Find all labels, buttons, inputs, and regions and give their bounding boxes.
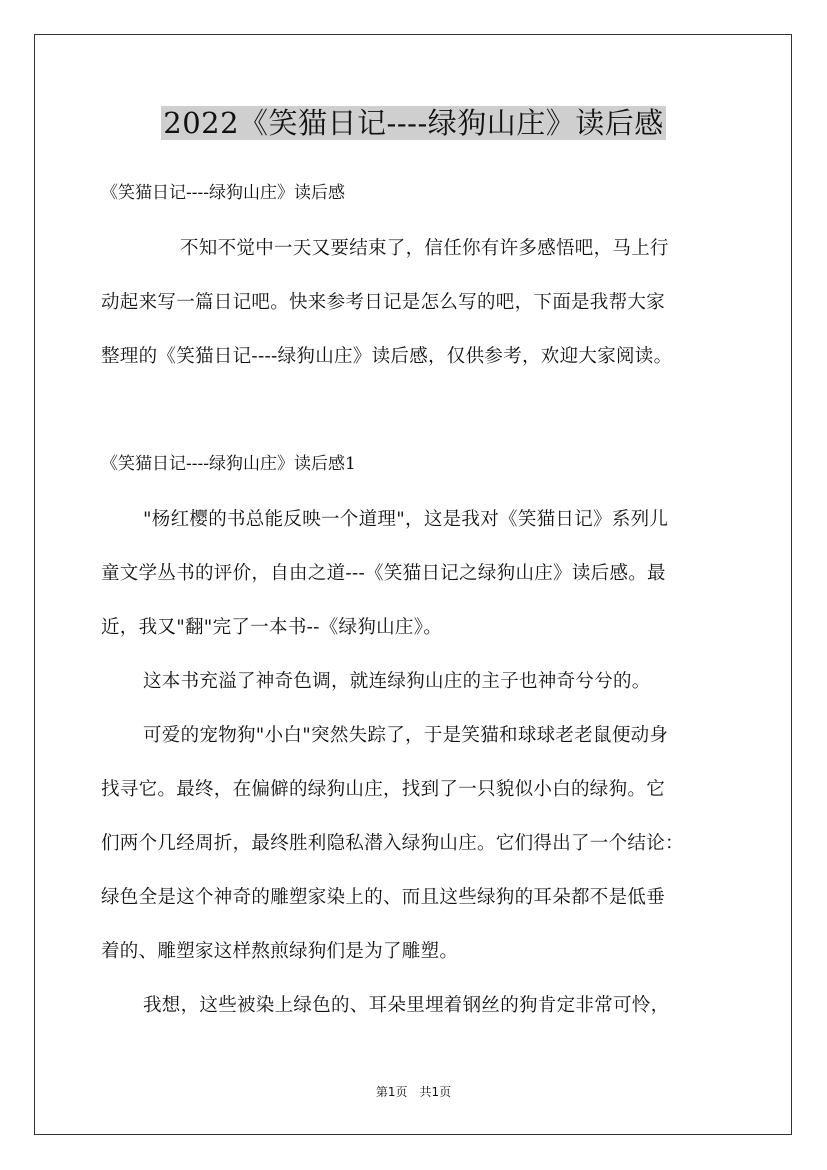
intro-line: 动起来写一篇日记吧。快来参考日记是怎么写的吧，下面是我帮大家 [101, 292, 666, 313]
intro-line: 整理的《笑猫日记----绿狗山庄》读后感，仅供参考，欢迎大家阅读。 [101, 346, 673, 367]
body-line: 找寻它。最终，在偏僻的绿狗山庄，找到了一只貌似小白的绿狗。它 [101, 779, 666, 800]
page-number-total: 共1页 [419, 1085, 452, 1099]
body-line: 们两个几经周折，最终胜利隐私潜入绿狗山庄。它们得出了一个结论： [101, 833, 684, 854]
document-title [0, 100, 827, 146]
page-footer [0, 1082, 827, 1102]
body-line: 这本书充溢了神奇色调，就连绿狗山庄的主子也神奇兮兮的。 [143, 671, 651, 692]
document-subtitle: 《笑猫日记----绿狗山庄》读后感 [101, 183, 345, 203]
body-line: 近，我又"翻"完了一本书--《绿狗山庄》。 [101, 617, 443, 638]
body-line: 着的、雕塑家这样熬煎绿狗们是为了雕塑。 [101, 941, 459, 962]
body-line: 可爱的宠物狗"小白"突然失踪了，于是笑猫和球球老老鼠便动身 [143, 725, 669, 746]
body-line: 我想，这些被染上绿色的、耳朵里埋着钢丝的狗肯定非常可怜， [143, 995, 670, 1016]
page-number-current: 第1页 [375, 1085, 408, 1099]
document-title-text: 2022《笑猫日记----绿狗山庄》读后感 [163, 106, 664, 140]
intro-line: 不知不觉中一天又要结束了，信任你有许多感悟吧，马上行 [180, 238, 669, 259]
body-line: "杨红樱的书总能反映一个道理"，这是我对《笑猫日记》系列儿 [143, 509, 669, 530]
body-line: 童文学丛书的评价，自由之道---《笑猫日记之绿狗山庄》读后感。最 [101, 563, 666, 584]
body-line: 绿色全是这个神奇的雕塑家染上的、而且这些绿狗的耳朵都不是低垂 [101, 887, 666, 908]
section-heading: 《笑猫日记----绿狗山庄》读后感1 [101, 454, 356, 474]
